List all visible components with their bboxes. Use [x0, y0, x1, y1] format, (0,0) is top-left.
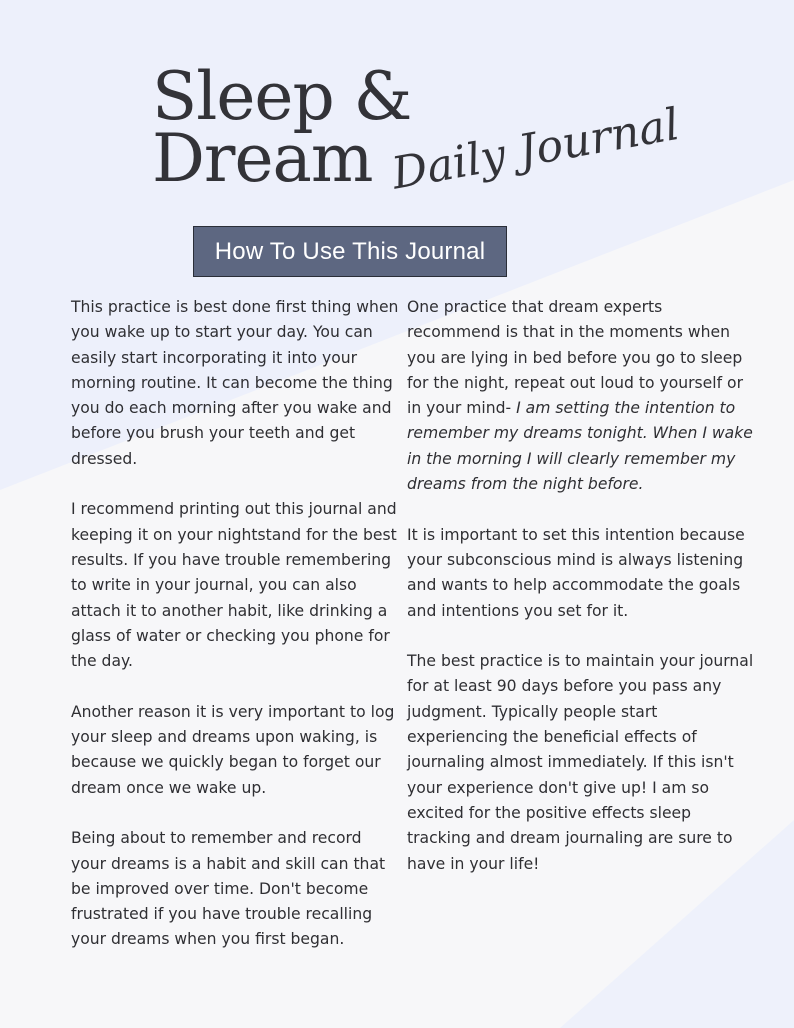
right-column — [407, 295, 757, 902]
title-line-1: Sleep & — [152, 58, 412, 135]
left-paragraph-4: Being about to remember and record your dreams is a habit and skill can that be improved over time. Don't become frustrated if you have trouble recalling your dreams when you first began. — [71, 829, 386, 949]
intention-statement: I am setting the intention to remember my dreams tonight. When I wake in the morning I will clearly remember my dreams from the night before. — [407, 399, 753, 494]
right-paragraph-3: The best practice is to maintain your journal for at least 90 days before you pass any judgment. Typically people start experiencing the beneficial effects of journaling almost immediately. If this isn't your experience don't give up! I am so excited for the positive effects sleep tracking and dream journaling are sure to have in your life! — [407, 652, 754, 873]
left-paragraph-1: This practice is best done first thing when you wake up to start your day. You can easily start incorporating it into your morning routine. It can become the thing you do each morning after you wake and before you brush your teeth and get dressed. — [71, 298, 399, 468]
right-paragraph-1-intro: One practice that dream experts recommend is that in the moments when you are lying in bed before you go to sleep for the night, repeat out loud to yourself or in your mind- — [407, 298, 743, 418]
how-to-use-button: How To Use This Journal — [193, 226, 507, 277]
title-line-2: Dream — [152, 120, 373, 197]
right-paragraph-2: It is important to set this intention because your subconscious mind is always listening and wants to help accommodate the goals and intentions you set for it. — [407, 525, 745, 620]
script-subtitle-text: Daily Journal — [388, 98, 684, 200]
right-paragraph-1 — [407, 295, 757, 497]
page-title — [152, 58, 412, 197]
left-paragraph-2: I recommend printing out this journal and keeping it on your nightstand for the best results. If you have trouble remembering to write in your journal, you can also attach it to another habit, like drinking a glass of water or checking you phone for the day. — [71, 500, 397, 671]
left-paragraph-3: Another reason it is very important to log your sleep and dreams upon waking, is because we quickly began to forget our dream once we wake up. — [71, 702, 395, 797]
script-subtitle — [386, 90, 684, 210]
left-column — [71, 295, 401, 978]
